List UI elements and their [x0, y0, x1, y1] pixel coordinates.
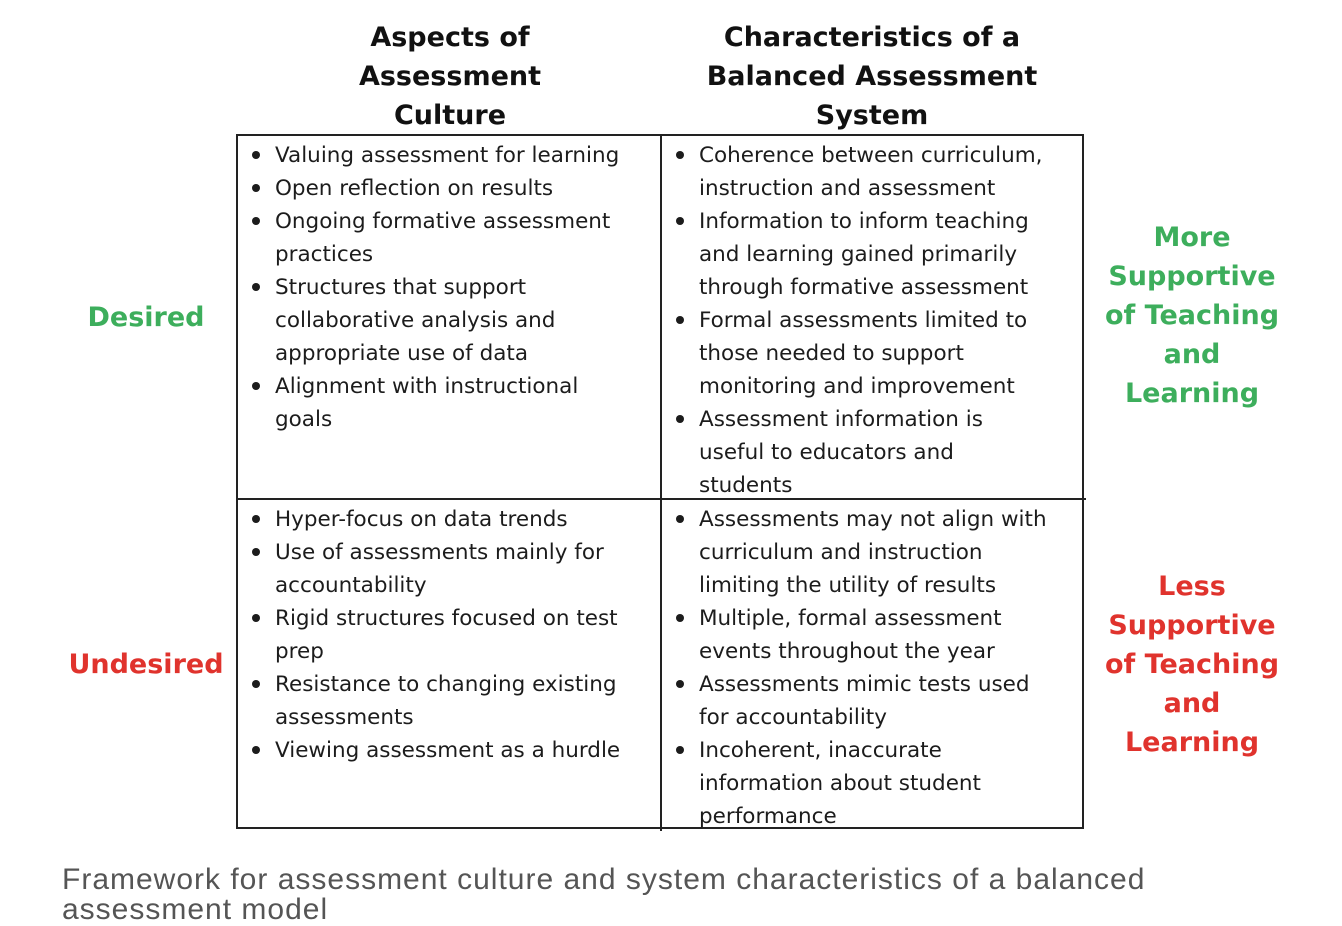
bullet-dot-icon	[252, 548, 260, 556]
bullet-dot-icon	[252, 151, 260, 159]
bullet-text: Ongoing formative assessment practices	[275, 209, 611, 267]
bullet-dot-icon	[676, 151, 684, 159]
bullet-text: Hyper-focus on data trends	[275, 507, 568, 532]
bullet-dot-icon	[252, 283, 260, 291]
bullet-text: Assessments may not align with curriculum and instruction limiting the utility of results	[699, 507, 1047, 598]
bullet-dot-icon	[676, 746, 684, 754]
bullet-dot-icon	[252, 614, 260, 622]
bullet-text: Use of assessments mainly for accountability	[275, 540, 604, 598]
bullet-dot-icon	[252, 515, 260, 523]
cell-undesired-culture	[238, 500, 662, 831]
bullet-item	[248, 370, 650, 436]
bullet-item	[248, 503, 650, 536]
bullet-dot-icon	[676, 316, 684, 324]
row-label-desired: Desired	[87, 302, 205, 333]
bullet-text: Information to inform teaching and learning gained primarily through formative assessment	[699, 209, 1029, 300]
bullet-dot-icon	[676, 515, 684, 523]
row-label-undesired: Undesired	[68, 649, 224, 680]
bullet-dot-icon	[252, 680, 260, 688]
bullet-dot-icon	[252, 217, 260, 225]
bullet-dot-icon	[676, 614, 684, 622]
bullet-text: Assessments mimic tests used for accountability	[699, 672, 1030, 730]
bullet-item	[672, 668, 1076, 734]
bullet-dot-icon	[252, 382, 260, 390]
bullet-item	[672, 602, 1076, 668]
bullet-list	[672, 503, 1076, 833]
side-label-more-supportive: More Supportive of Teaching and Learning	[1104, 222, 1280, 409]
bullet-item	[248, 271, 650, 370]
bullet-item	[672, 139, 1076, 205]
bullet-dot-icon	[676, 415, 684, 423]
bullet-dot-icon	[676, 217, 684, 225]
cell-desired-system	[662, 136, 1086, 500]
bullet-text: Incoherent, inaccurate information about student performance	[699, 738, 981, 829]
bullet-item	[672, 304, 1076, 403]
bullet-list	[672, 139, 1076, 502]
bullet-text: Viewing assessment as a hurdle	[275, 738, 621, 763]
bullet-item	[672, 503, 1076, 602]
bullet-dot-icon	[676, 680, 684, 688]
cell-desired-culture	[238, 136, 662, 500]
bullet-text: Resistance to changing existing assessments	[275, 672, 617, 730]
assessment-matrix	[236, 134, 1084, 829]
bullet-list	[248, 139, 650, 436]
bullet-list	[248, 503, 650, 767]
caption-cutoff	[62, 862, 1302, 926]
bullet-text: Structures that support collaborative analysis and appropriate use of data	[275, 275, 556, 366]
bullet-item	[248, 172, 650, 205]
bullet-item	[248, 536, 650, 602]
bullet-item	[672, 205, 1076, 304]
bullet-text: Alignment with instructional goals	[275, 374, 579, 432]
bullet-dot-icon	[252, 746, 260, 754]
bullet-item	[248, 602, 650, 668]
column-header-characteristics: Characteristics of a Balanced Assessment System	[706, 22, 1038, 131]
bullet-item	[248, 734, 650, 767]
bullet-item	[248, 668, 650, 734]
cell-undesired-system	[662, 500, 1086, 831]
bullet-item	[248, 205, 650, 271]
bullet-item	[672, 734, 1076, 833]
bullet-text: Coherence between curriculum, instruction and assessment	[699, 143, 1043, 201]
column-header-aspects: Aspects of Assessment Culture	[358, 22, 542, 131]
bullet-text: Multiple, formal assessment events throughout the year	[699, 606, 1002, 664]
bullet-text: Formal assessments limited to those needed to support monitoring and improvement	[699, 308, 1028, 399]
bullet-text: Assessment information is useful to educators and students	[699, 407, 983, 498]
bullet-dot-icon	[252, 184, 260, 192]
bullet-item	[248, 139, 650, 172]
side-label-less-supportive: Less Supportive of Teaching and Learning	[1104, 571, 1280, 758]
bullet-text: Rigid structures focused on test prep	[275, 606, 618, 664]
bullet-text: Open reflection on results	[275, 176, 554, 201]
bullet-text: Valuing assessment for learning	[275, 143, 620, 168]
caption-text: Framework for assessment culture and system characteristics of a balanced assessment model	[62, 863, 1146, 926]
bullet-item	[672, 403, 1076, 502]
